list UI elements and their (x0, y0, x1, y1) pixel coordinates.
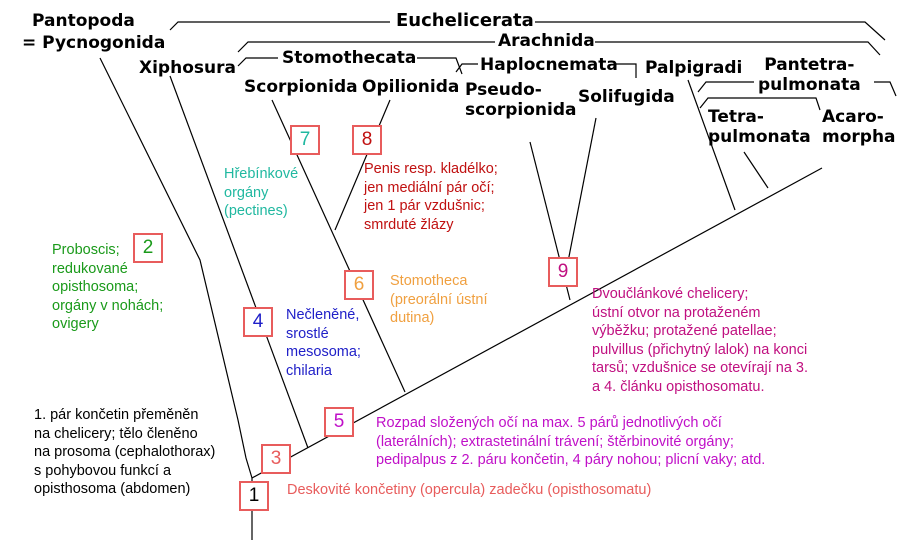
taxon-arachnida: Arachnida (498, 31, 595, 51)
taxon-solifugida: Solifugida (578, 87, 675, 107)
branch-tetrapulmonata (744, 152, 768, 188)
node-5-box: 5 (324, 407, 354, 437)
node-9-box: 9 (548, 257, 578, 287)
node-4-box: 4 (243, 307, 273, 337)
note-3: Deskovité končetiny (opercula) zadečku (opisthosomatu) (287, 482, 652, 498)
note-8: Penis resp. kladélko; jen mediální pár očí; jen 1 pár vzdušnic; smrduté žlázy (364, 161, 498, 233)
taxon-scorpionida: Scorpionida (244, 77, 358, 97)
note-7: Hřebínkové orgány (pectines) (224, 166, 299, 219)
branch-xiphosura (170, 76, 308, 448)
note-9: Dvoučlánkové chelicery; ústní otvor na protaženém výběžku; protažené patellae; pulvillus (přichytný lalok) na konci tarsů; vzdušnice se otevírají na 3. a 4. článku opisthosomatu. (592, 286, 808, 395)
taxon-pantopoda: Pantopoda (32, 11, 135, 31)
taxon-opilionida: Opilionida (362, 77, 460, 97)
note-5: Rozpad složených očí na max. 5 párů jednotlivých očí (laterálních); extrastetinální trávení; štěrbinovité orgány; pedipalpus z 2. páru končetin, 4 páry nohou; plicní vaky; atd. (376, 415, 766, 468)
note-4: Nečleněné, srostlé mesosoma; chilaria (286, 307, 361, 379)
taxon-haplocnemata: Haplocnemata (480, 55, 618, 75)
taxon-stomothecata: Stomothecata (282, 48, 417, 68)
node-6-box: 6 (344, 270, 374, 300)
note-1: 1. pár končetin přeměněn na chelicery; tělo členěno na prosoma (cephalothorax) s pohybovou funkcí a opisthosoma (abdomen) (34, 407, 216, 497)
branch-solifugida (566, 118, 596, 272)
taxon-acaromorpha: Acaro- morpha (822, 107, 896, 147)
node-7-box: 7 (290, 125, 320, 155)
taxon-euchelicerata: Euchelicerata (396, 10, 534, 31)
note-2: Proboscis; redukované opisthosoma; orgány v nohách; ovigery (52, 242, 164, 332)
note-6: Stomotheca (preorální ústní dutina) (390, 273, 488, 326)
node-2-box: 2 (133, 233, 163, 263)
taxon-tetrapulmonata: Tetra- pulmonata (708, 107, 811, 147)
node-1-box: 1 (239, 481, 269, 511)
taxon-xiphosura: Xiphosura (139, 58, 236, 78)
taxon-pantetrapulmonata: Pantetra- pulmonata (758, 55, 861, 95)
node-3-box: 3 (261, 444, 291, 474)
taxon-palpigradi: Palpigradi (645, 58, 743, 78)
taxon-pseudoscorpionida: Pseudo- scorpionida (465, 80, 577, 120)
node-8-box: 8 (352, 125, 382, 155)
taxon-pycnogonida: = Pycnogonida (22, 33, 166, 53)
